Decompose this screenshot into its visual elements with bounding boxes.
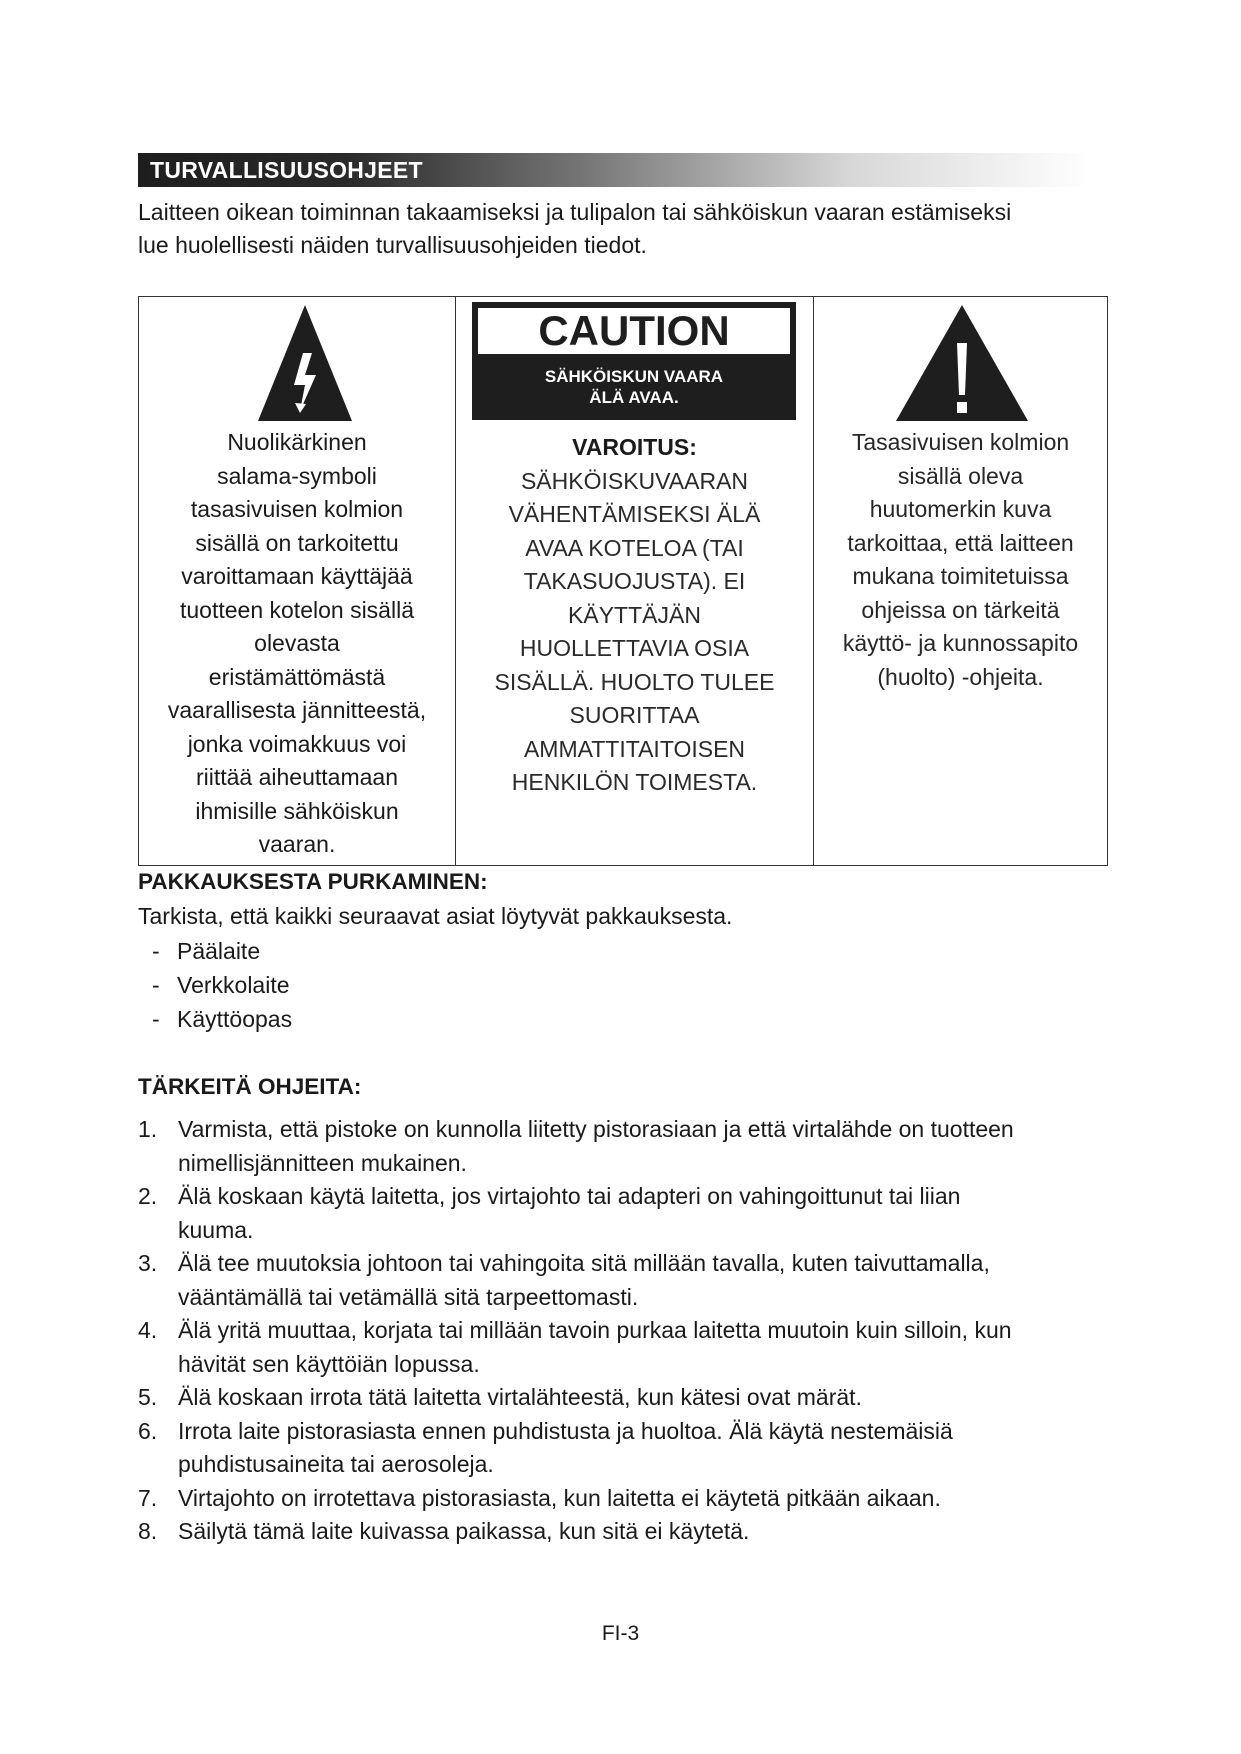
text-line: ohjeissa on tärkeitä	[861, 596, 1060, 623]
item-number: 3.	[138, 1250, 158, 1276]
lightning-symbol-cell	[139, 297, 456, 865]
dash-bullet: -	[152, 972, 160, 998]
item-text: Älä koskaan käytä laitetta, jos virtajohto tai adapteri on vahingoittunut tai liian	[178, 1183, 961, 1209]
caution-label	[472, 302, 796, 420]
item-text: Älä yritä muuttaa, korjata tai millään tavoin purkaa laitetta muutoin kuin silloin, kun	[178, 1317, 1012, 1343]
text-line: riittää aiheuttamaan	[195, 764, 398, 790]
important-instructions-list	[138, 1113, 1113, 1549]
lightning-description	[139, 426, 455, 862]
text-line: jonka voimakkuus voi	[187, 730, 407, 757]
text-line: (huolto) -ohjeita.	[877, 663, 1044, 690]
text-line: AVAA KOTELOA (TAI	[525, 534, 744, 561]
text-line: varoittamaan käyttäjää	[181, 563, 413, 589]
item-text: nimellisjännitteen mukainen.	[178, 1149, 467, 1176]
caution-cell	[456, 297, 814, 865]
page-number: FI-3	[601, 1622, 640, 1645]
list-item	[138, 1180, 1113, 1247]
caution-word: CAUTION	[538, 307, 730, 354]
list-item	[138, 1314, 1113, 1381]
text-line: tarkoittaa, että laitteen	[847, 529, 1074, 556]
list-item-label: Käyttöopas	[177, 1006, 293, 1032]
text-line: sisällä oleva	[897, 462, 1024, 489]
intro-paragraph	[138, 196, 1108, 262]
text-line: SÄHKÖISKUVAARAN	[520, 467, 749, 494]
dash-bullet: -	[152, 1006, 160, 1032]
text-line: vaaran.	[258, 831, 336, 857]
item-text: Säilytä tämä laite kuivassa paikassa, kun sitä ei käytetä.	[178, 1518, 750, 1544]
list-item	[138, 1113, 1113, 1180]
package-contents-list	[152, 934, 292, 1036]
caution-subtext	[472, 366, 796, 408]
caution-line: ÄLÄ AVAA.	[589, 388, 679, 407]
list-item	[138, 1482, 1113, 1516]
text-line: SUORITTAA	[569, 702, 700, 728]
text-line: vaarallisesta jännitteestä,	[167, 697, 427, 723]
list-item	[138, 1415, 1113, 1482]
text-line: Tasasivuisen kolmion	[851, 429, 1070, 455]
text-line: eristämättömästä	[208, 663, 386, 690]
exclamation-description	[814, 426, 1107, 694]
list-item	[138, 1515, 1113, 1549]
caution-word-box	[478, 308, 790, 354]
text-line: mukana toimitetuissa	[852, 563, 1069, 589]
text-line: TAKASUOJUSTA). EI	[523, 568, 746, 594]
item-number: 1.	[138, 1116, 158, 1142]
item-text: Älä koskaan irrota tätä laitetta virtalähteestä, kun kätesi ovat märät.	[178, 1384, 862, 1410]
unpacking-title: PAKKAUKSESTA PURKAMINEN:	[138, 869, 488, 894]
text-line: käyttö- ja kunnossapito	[842, 630, 1079, 656]
text-line: KÄYTTÄJÄN	[568, 601, 701, 628]
item-text: hävität sen käyttöiän lopussa.	[178, 1350, 480, 1377]
item-number: 5.	[138, 1384, 158, 1410]
item-text: kuuma.	[178, 1216, 254, 1243]
item-text: Varmista, että pistoke on kunnolla liitetty pistorasiaan ja että virtalähde on tuotteen	[178, 1116, 1014, 1142]
item-text: Irrota laite pistorasiasta ennen puhdistusta ja huoltoa. Älä käytä nestemäisiä	[178, 1417, 953, 1444]
list-item	[138, 1381, 1113, 1415]
caution-description	[456, 431, 813, 800]
list-item	[152, 1002, 292, 1036]
item-text: vääntämällä tai vetämällä sitä tarpeettomasti.	[178, 1283, 639, 1310]
varoitus-heading: VAROITUS:	[572, 434, 697, 460]
item-text: puhdistusaineita tai aerosoleja.	[178, 1451, 494, 1477]
dash-bullet: -	[152, 938, 160, 964]
list-item-label: Verkkolaite	[177, 972, 290, 998]
section-title: TURVALLISUUSOHJEET	[150, 157, 423, 183]
text-line: salama-symboli	[217, 462, 377, 489]
text-line: AMMATTITAITOISEN	[523, 735, 746, 762]
text-line: olevasta	[254, 630, 340, 656]
intro-line: lue huolellisesti näiden turvallisuusohjeiden tiedot.	[138, 232, 647, 258]
text-line: Nuolikärkinen	[227, 429, 367, 455]
text-line: HENKILÖN TOIMESTA.	[511, 769, 758, 795]
item-text: Älä tee muutoksia johtoon tai vahingoita sitä millään tavalla, kuten taivuttamalla,	[178, 1250, 990, 1276]
caution-line: SÄHKÖISKUN VAARA	[544, 367, 724, 386]
text-line: HUOLLETTAVIA OSIA	[519, 635, 750, 661]
exclamation-warning-triangle-icon	[894, 303, 1030, 425]
list-item-label: Päälaite	[177, 938, 261, 964]
intro-line: Laitteen oikean toiminnan takaamiseksi ja tulipalon tai sähköiskun vaaran estämiseksi	[138, 199, 1012, 225]
text-line: tuotteen kotelon sisällä	[180, 596, 414, 623]
text-line: sisällä on tarkoitettu	[195, 529, 399, 556]
list-item	[152, 968, 292, 1002]
unpacking-text: Tarkista, että kaikki seuraavat asiat löytyvät pakkauksesta.	[138, 903, 733, 929]
text-line: ihmisille sähköiskun	[195, 797, 399, 824]
lightning-warning-triangle-icon	[256, 303, 354, 425]
important-title: TÄRKEITÄ OHJEITA:	[138, 1074, 362, 1099]
list-item	[152, 934, 292, 968]
exclamation-symbol-cell	[814, 297, 1107, 865]
warning-symbols-table	[138, 296, 1108, 866]
item-text: Virtajohto on irrotettava pistorasiasta, kun laitetta ei käytetä pitkään aikaan.	[178, 1484, 941, 1511]
item-number: 2.	[138, 1183, 158, 1209]
item-number: 6.	[138, 1417, 158, 1444]
item-number: 8.	[138, 1518, 158, 1544]
text-line: huutomerkin kuva	[869, 496, 1052, 522]
item-number: 7.	[138, 1484, 158, 1511]
text-line: VÄHENTÄMISEKSI ÄLÄ	[508, 501, 761, 527]
section-header-bar	[138, 153, 1092, 187]
item-number: 4.	[138, 1317, 158, 1343]
list-item	[138, 1247, 1113, 1314]
text-line: SISÄLLÄ. HUOLTO TULEE	[494, 668, 775, 695]
text-line: tasasivuisen kolmion	[190, 496, 404, 522]
